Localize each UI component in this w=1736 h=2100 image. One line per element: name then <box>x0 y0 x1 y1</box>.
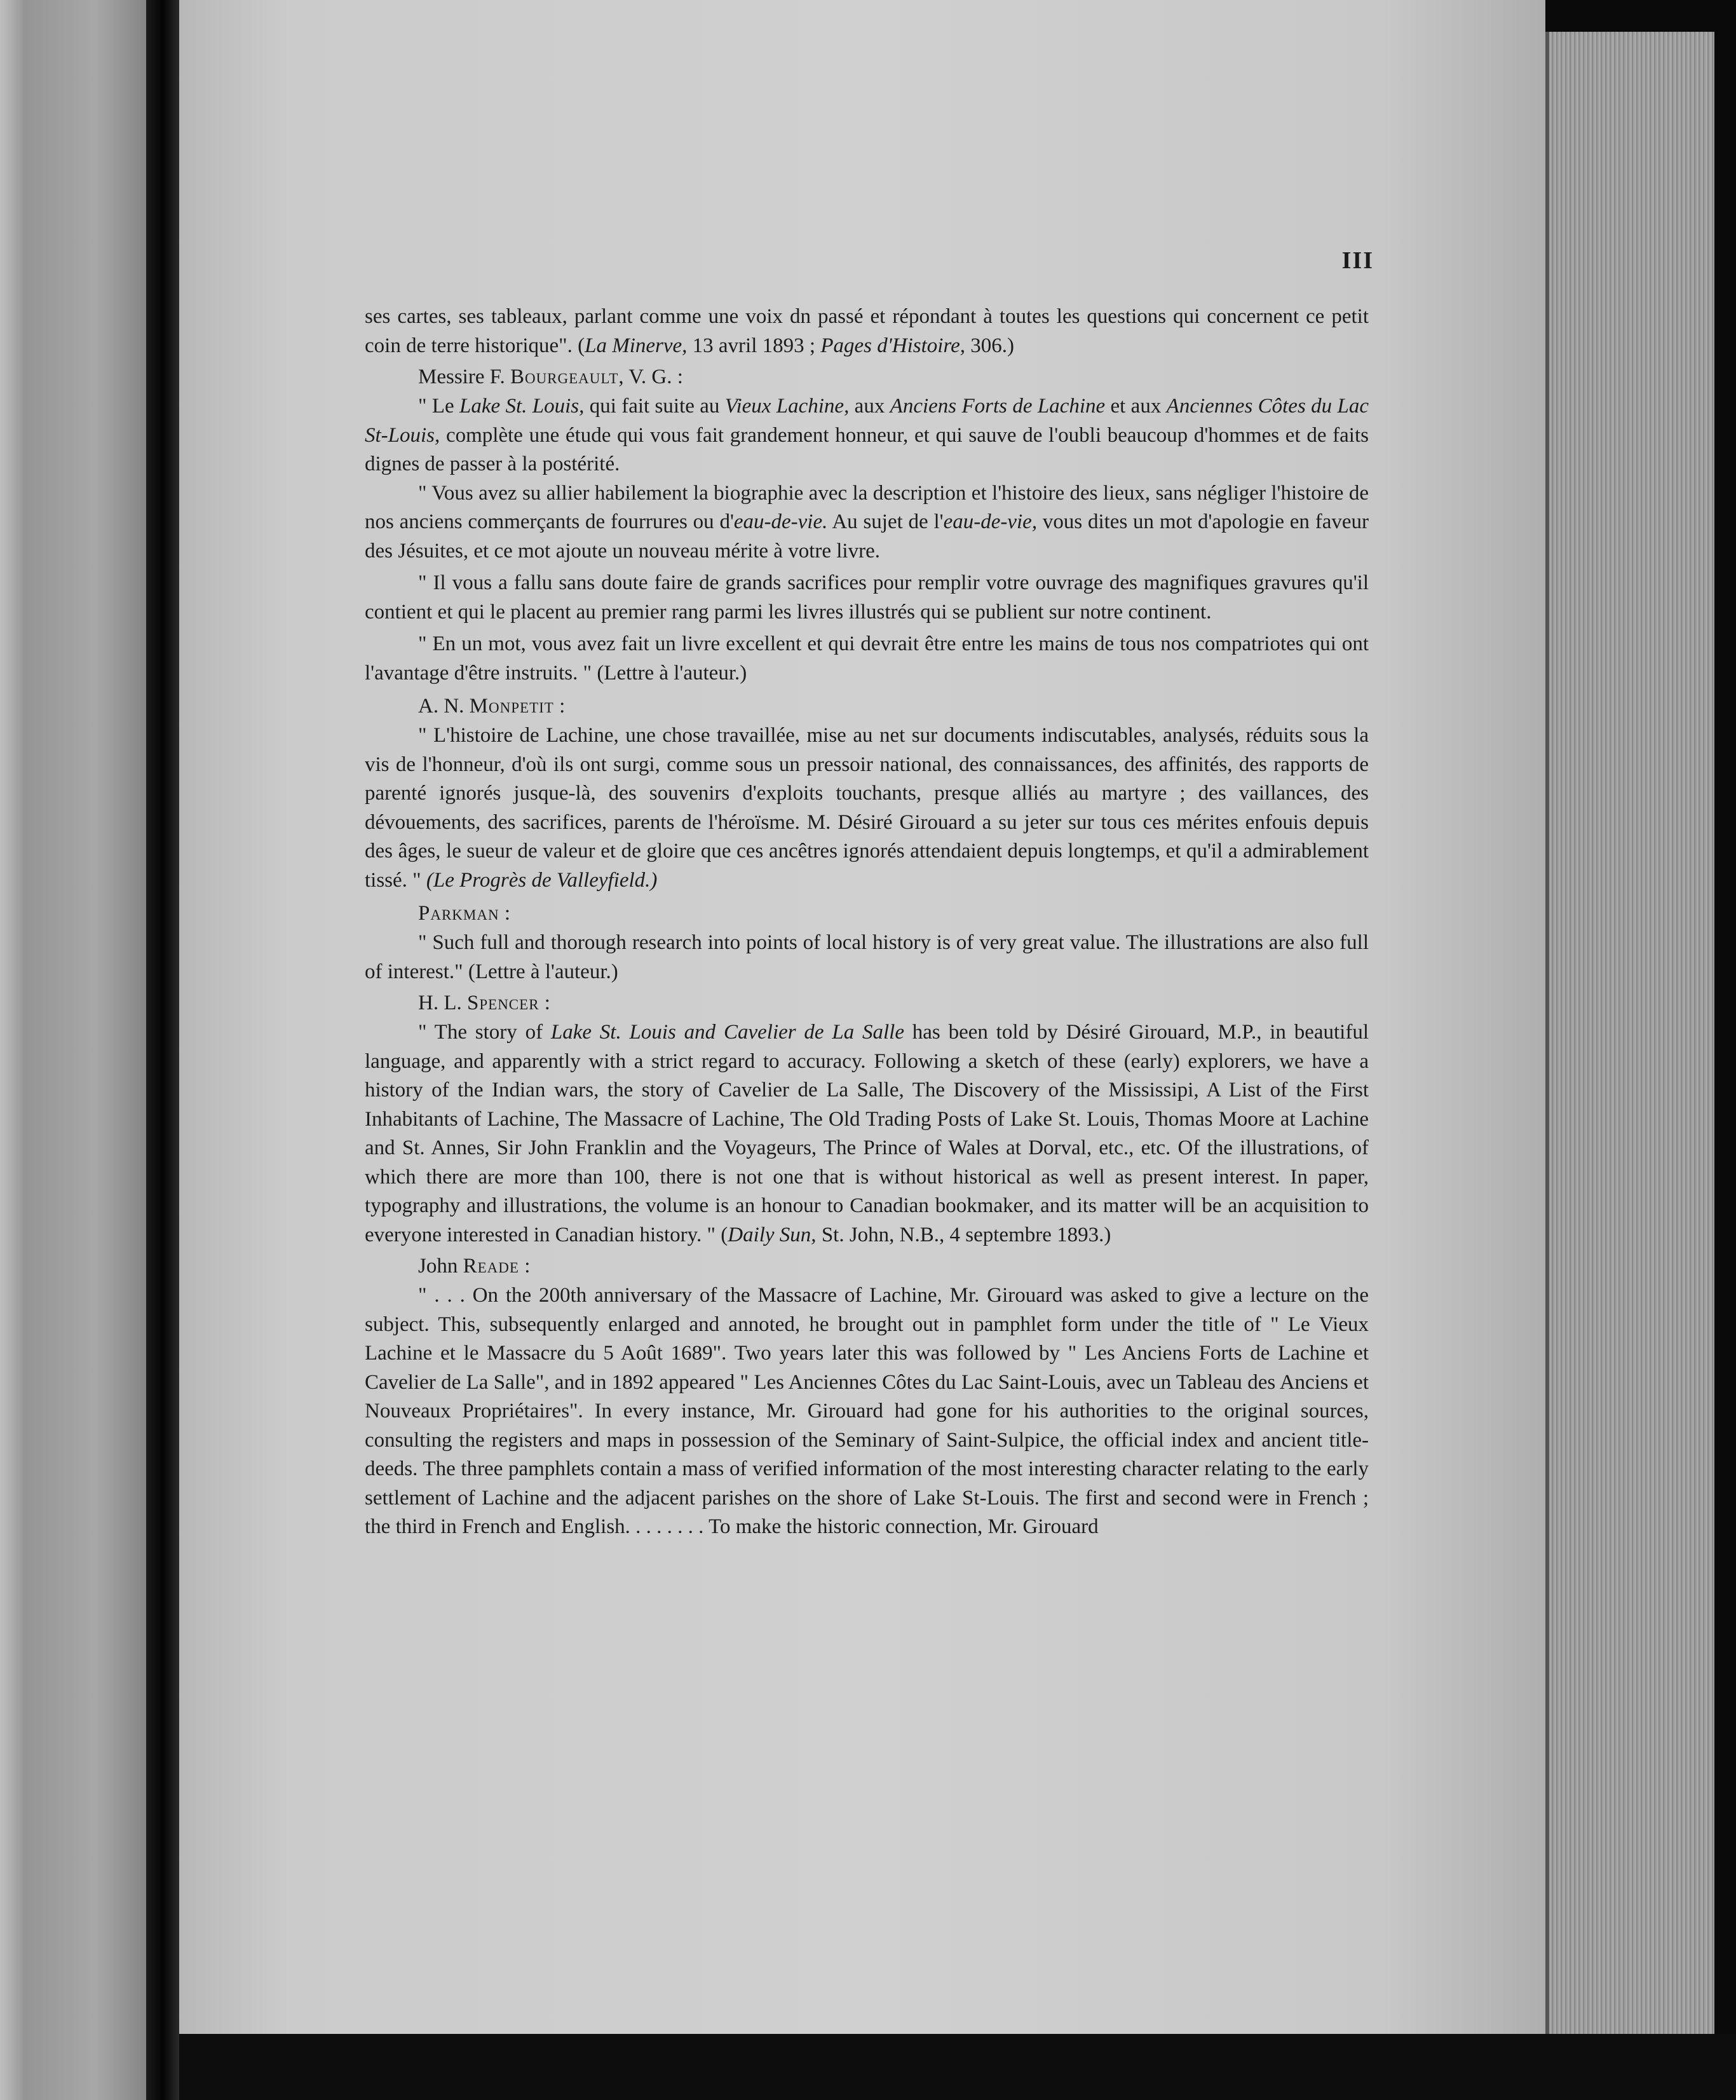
quote-bourgeault-2: " Vous avez su allier habilement la biographie avec la description et l'histoire des lieux, sans négliger l'histoire de nos anciens commerçants de fourrures ou d'eau-de-vie. Au sujet de l'eau-de-vie, vous dites un mot d'apologie en faveur des Jésuites, et ce mot ajoute un nouveau mérite à votre livre. <box>365 481 1369 562</box>
attribution-spencer: H. L. Spencer : <box>418 992 550 1014</box>
attribution-parkman: Parkman : <box>418 902 511 925</box>
attribution-monpetit: A. N. Monpetit : <box>418 695 566 718</box>
quote-parkman: " Such full and thorough research into points of local history is of very great value. The illustrations are also full of interest." (Lettre à l'auteur.) <box>365 931 1369 983</box>
facing-page-edge <box>0 0 159 2100</box>
quote-bourgeault-4: " En un mot, vous avez fait un livre excellent et qui devrait être entre les mains de tous nos compatriotes qui ont l'avantage d'être instruits. " (Lettre à l'auteur.) <box>365 632 1369 685</box>
book-gutter <box>146 0 179 2100</box>
paragraph-continuation: ses cartes, ses tableaux, parlant comme une voix dn passé et répondant à toutes les questions qui concernent ce petit coin de terre historique". (La Minerve, 13 avril 1893 ; Pages d'Histoire, 306.) <box>365 305 1369 357</box>
scan-bottom-shadow <box>179 2034 1736 2100</box>
quote-reade: " . . . On the 200th anniversary of the Massacre of Lachine, Mr. Girouard was asked to give a lecture on the subject. This, subsequently enlarged and annoted, he brought out in pamphlet form under the title of " Le Vieux Lachine et le Massacre du 5 Août 1689". Two years later this was followed by " Les Anciens Forts de Lachine et Cavelier de La Salle", and in 1892 appeared " Les Anciennes Côtes du Lac Saint-Louis, avec un Tableau des Anciens et Nouveaux Propriétaires". In every instance, Mr. Girouard had gone for his authorities to the original sources, consulting the registers and maps in possession of the Seminary of Saint-Sulpice, the official index and ancient title-deeds. The three pamphlets contain a mass of verified information of the most interesting character relating to the early settlement of Lachine and the adjacent parishes on the shore of Lake St-Louis. The first and second were in French ; the third in French and English. . . . . . . . To make the historic connection, Mr. Girouard <box>365 1284 1369 1538</box>
quote-spencer: " The story of Lake St. Louis and Cavelier de La Salle has been told by Désiré Girouard, M.P., in beautiful language, and apparently with a strict regard to accuracy. Following a sketch of these (early) explorers, we have a history of the Indian wars, the story of Cavelier de La Salle, The Discovery of the Mississipi, A List of the First Inhabitants of Lachine, The Massacre of Lachine, The Old Trading Posts of Lake St. Louis, Thomas Moore at Lachine and St. Annes, Sir John Franklin and the Voyageurs, The Prince of Wales at Dorval, etc., etc. Of the illustrations, of which there are more than 100, there is not one that is without historical as well as present interest. In paper, typography and illustrations, the volume is an honour to Canadian bookmaker, and its matter will be an acquisition to everyone interested in Canadian history. " (Daily Sun, St. John, N.B., 4 septembre 1893.) <box>365 1021 1369 1246</box>
scan-left-border <box>0 0 23 2100</box>
quote-bourgeault-3: " Il vous a fallu sans doute faire de grands sacrifices pour remplir votre ouvrage des magnifiques gravures qu'il contient et qui le placent au premier rang parmi les livres illustrés qui se publient sur notre continent. <box>365 571 1369 624</box>
quote-monpetit: " L'histoire de Lachine, une chose travaillée, mise au net sur documents indiscutables, analysés, réduits sous la vis de l'honneur, d'où ils ont surgi, comme sous un pressoir national, des connaissances, des affinités, des rapports de parenté ignorés jusque-là, des souvenirs d'exploits touchants, presque alliés au martyre ; des vaillances, des dévouements, des sacrifices, parents de l'héroïsme. M. Désiré Girouard a su jeter sur tous ces mérites enfouis depuis des âges, le sueur de valeur et de gloire que ces ancêtres ignorés attendaient depuis longtemps, et qu'il a admirablement tissé. " (Le Progrès de Valleyfield.) <box>365 724 1369 892</box>
page-body-text <box>365 303 1369 1542</box>
attribution-reade: John Reade : <box>418 1255 531 1278</box>
page-stack-edges <box>1545 32 1714 2034</box>
page-number: III <box>1341 247 1374 274</box>
attribution-bourgeault: Messire F. Bourgeault, V. G. : <box>418 365 683 388</box>
quote-bourgeault-1: " Le Lake St. Louis, qui fait suite au Vieux Lachine, aux Anciens Forts de Lachine et aux Anciennes Côtes du Lac St-Louis, complète une étude qui vous fait grandement honneur, et qui sauve de l'oubli beaucoup d'hommes et de faits dignes de passer à la postérité. <box>365 395 1369 475</box>
